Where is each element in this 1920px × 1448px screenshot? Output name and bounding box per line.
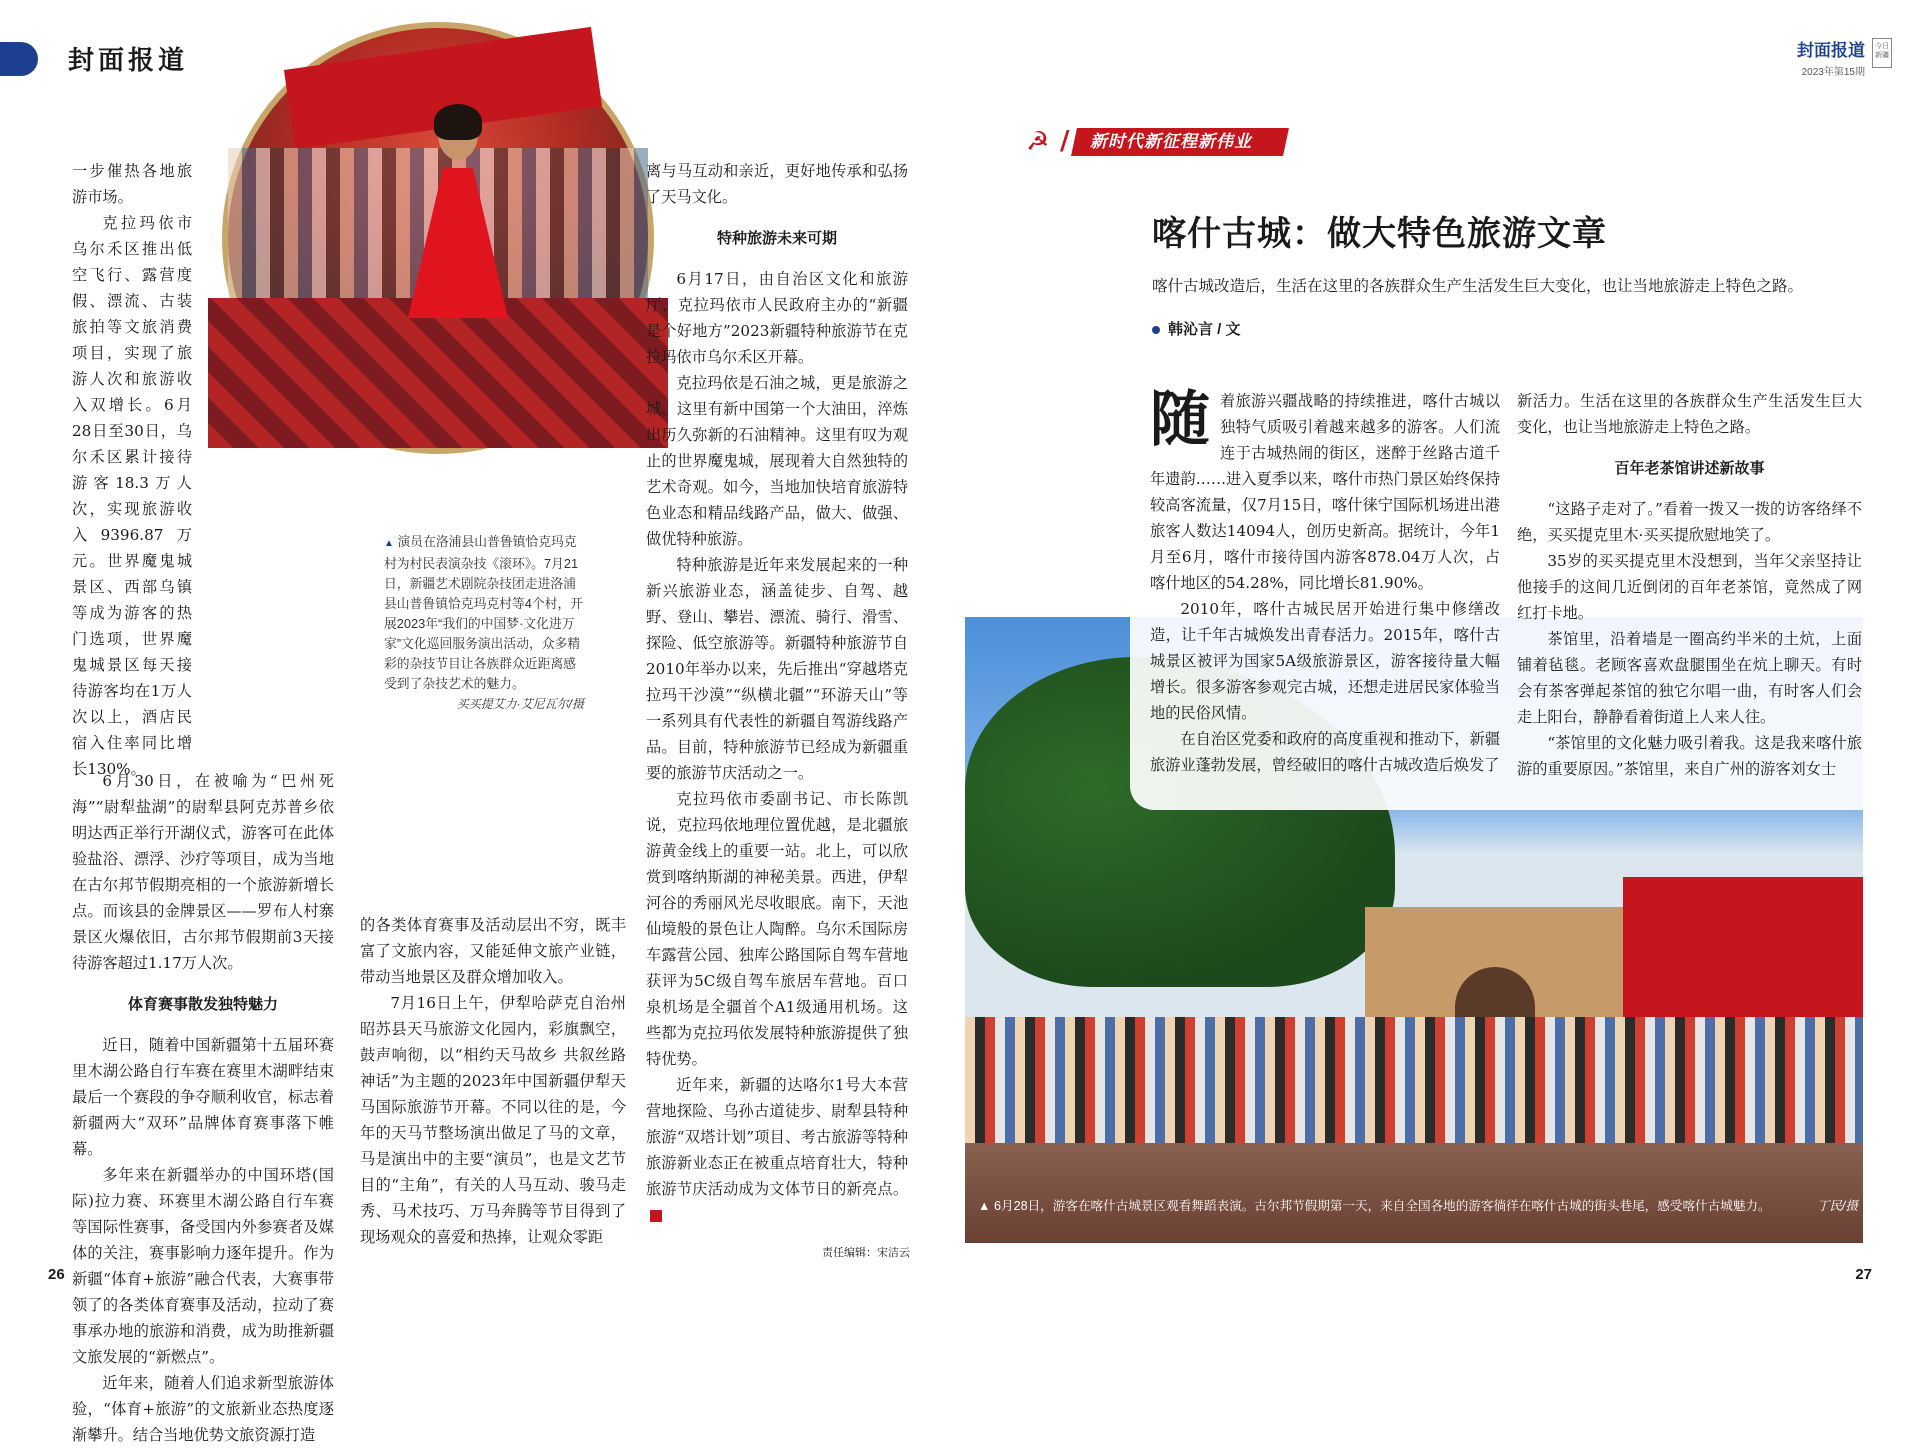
paragraph: 克拉玛依市委副书记、市长陈凯说，克拉玛依地理位置优越，是北疆旅游黄金线上的重要一站。北上，可以欣赏到喀纳斯湖的神秘美景。西进，伊犁河谷的秀丽风光尽收眼底。南下，天池仙境般的景色让人陶醉。乌尔禾国际房车露营公园、独库公路国际自驾车营地获评为5C级自驾车旅居车营地。百口泉机场是全疆首个A1级通用机场。这些都为克拉玛依发展特种旅游提供了独特优势。 — [646, 790, 908, 1068]
party-emblem-icon: ☭ — [1026, 127, 1050, 157]
section-title: 封面报道 — [68, 46, 189, 76]
paragraph: 35岁的买买提克里木没想到，当年父亲坚持让他接手的这间几近倒闭的百年老茶馆，竟然成了网红打卡地。 — [1517, 552, 1862, 622]
page-number-right: 27 — [1855, 1266, 1872, 1283]
paragraph: 离与马互动和亲近，更好地传承和弘扬了天马文化。 — [646, 162, 908, 206]
left-column-2 — [360, 912, 626, 1250]
magazine-logo-box: 今日新疆 — [1872, 38, 1892, 68]
paragraph: 2010年，喀什古城民居开始进行集中修缮改造，让千年古城焕发出青春活力。2015年，喀什古城景区被评为国家5A级旅游景区，游客接待量大幅增长。很多游客参观完古城，还想走进居民家体验当地的民俗风情。 — [1150, 600, 1500, 722]
end-mark-icon — [650, 1210, 662, 1222]
photo-caption: ▲ 6月28日，游客在喀什古城景区观看舞蹈表演。古尔邦节假期第一天，来自全国各地的游客徜徉在喀什古城的街头巷尾，感受喀什古城魅力。 丁民/摄 — [978, 1197, 1858, 1216]
photo-credit: 买买提艾力·艾尼瓦尔/摄 — [456, 697, 584, 711]
caption-marker-icon: ▲ — [384, 538, 394, 549]
paragraph: 特种旅游是近年来发展起来的一种新兴旅游业态，涵盖徒步、自驾、越野、登山、攀岩、漂流、骑行、滑雪、探险、低空旅游等。新疆特种旅游节自2010年举办以来，先后推出“穿越塔克拉玛干沙漠”“纵横北疆”“环游天山”等一系列具有代表性的新疆自驾游线路产品。目前，特种旅游节已经成为新疆重要的旅游节庆活动之一。 — [646, 556, 908, 782]
subheading: 体育赛事散发独特魅力 — [127, 996, 278, 1013]
right-column-1 — [1150, 385, 1500, 778]
subheading: 百年老茶馆讲述新故事 — [1614, 460, 1765, 477]
byline: 韩沁言 / 文 — [1152, 318, 1241, 339]
paragraph: 的各类体育赛事及活动层出不穷，既丰富了文旅内容，又能延伸文旅产业链，带动当地景区及群众增加收入。 — [360, 916, 626, 986]
section-tab — [0, 42, 38, 76]
page-number-left: 26 — [48, 1266, 65, 1283]
paragraph: 多年来在新疆举办的中国环塔(国际)拉力赛、环赛里木湖公路自行车赛等国际性赛事，备受国内外参赛者及媒体的关注，赛事影响力逐年提升。作为新疆“体育+旅游”融合代表，大赛事带领了的各类体育赛事及活动，拉动了赛事承办地的旅游和消费，成为助推新疆文旅发展的“新燃点”。 — [72, 1166, 334, 1366]
dropcap: 随 — [1150, 385, 1210, 455]
caption-marker-icon: ▲ — [978, 1199, 991, 1213]
paragraph: 7月16日上午，伊犁哈萨克自治州昭苏县天马旅游文化园内，彩旗飘空，鼓声响彻，以“相约天马故乡 共叙丝路神话”为主题的2023年中国新疆伊犁天马国际旅游节开幕。不同以往的是，今年的天马节整场演出做足了马的文章，马是演出中的主要“演员”，也是文艺节目的“主角”，有关的人马互动、骏马走秀、马术技巧、万马奔腾等节目得到了现场观众的喜爱和热捧，让观众零距 — [360, 994, 626, 1246]
paragraph: 近年来，新疆的达咯尔1号大本营营地探险、乌孙古道徒步、尉犁县特种旅游“双塔计划”项目、考古旅游等特种旅游新业态正在被重点培育壮大，特种旅游节庆活动成为文体节日的新亮点。 — [646, 1072, 908, 1228]
paragraph: 茶馆里，沿着墙是一圈高约半米的土炕，上面铺着毡毯。老顾客喜欢盘腿围坐在炕上聊天。有时会有茶客弹起茶馆的独它尔唱一曲，有时客人们会走上阳台，静静看着街道上人来人往。 — [1517, 630, 1862, 726]
byline-dot-icon — [1152, 326, 1160, 334]
paragraph: 克拉玛依市乌尔禾区推出低空飞行、露营度假、漂流、古装旅拍等文旅消费项目，实现了旅游人次和旅游收入双增长。6月28日至30日，乌尔禾区累计接待游客18.3万人次，实现旅游收入9396.87万元。世界魔鬼城景区、西部乌镇等成为游客的热门选项，世界魔鬼城景区每天接待游客均在1万人次以上，酒店民宿入住率同比增长130%。 — [72, 214, 192, 778]
magazine-brand: 封面报道 2023年第15期 — [1797, 41, 1865, 78]
photo-credit: 丁民/摄 — [1816, 1199, 1858, 1213]
photo-dancer — [398, 108, 518, 378]
photo-caption: ▲ 演员在洛浦县山普鲁镇恰克玛克村为村民表演杂技《滚环》。7月21日，新疆艺术剧院杂技团走进洛浦县山普鲁镇恰克玛克村等4个村，开展2023年“我们的中国梦·文化进万家”文化巡回服务演出活动，众多精彩的杂技节目让各族群众近距离感受到了杂技艺术的魅力。 买买提艾力·艾尼瓦尔/摄 — [384, 532, 584, 714]
left-column-1-lower — [72, 768, 334, 1448]
paragraph: 随着旅游兴疆战略的持续推进，喀什古城以独特气质吸引着越来越多的游客。人们流连于古城热闹的街区，迷醉于丝路古道千年遗韵……进入夏季以来，喀什市热门景区始终保持较高客流量，仅7月15日，喀什徕宁国际机场进出港旅客人数达14094人，创历史新高。据统计，今年1月至6月，喀什市接待国内游客878.04万人次，占喀什地区的54.28%，同比增长81.90%。 — [1150, 385, 1500, 592]
left-column-3 — [646, 158, 908, 1228]
paragraph: 近年来，随着人们追求新型旅游体验，“体育+旅游”的文旅新业态热度逐渐攀升。结合当地优势文旅资源打造 — [72, 1374, 334, 1444]
headline: 喀什古城：做大特色旅游文章 — [1152, 215, 1607, 253]
paragraph: 在自治区党委和政府的高度重视和推动下，新疆旅游业蓬勃发展，曾经破旧的喀什古城改造后焕发了 — [1150, 730, 1500, 774]
issue-number: 2023年第15期 — [1801, 67, 1865, 78]
paragraph: “这路子走对了。”看着一拨又一拨的访客络绎不绝，买买提克里木·买买提欣慰地笑了。 — [1517, 500, 1862, 544]
paragraph: 6月30日，在被喻为“巴州死海”“尉犁盐湖”的尉犁县阿克苏普乡依明达西正举行开湖仪式，游客可在此体验盐浴、漂浮、沙疗等项目，成为当地在古尔邦节假期亮相的一个旅游新增长点。而该县的金牌景区——罗布人村寨景区火爆依旧，古尔邦节假期前3天接待游客超过1.17万人次。 — [72, 772, 334, 972]
rubric-slash: / — [1060, 126, 1070, 156]
paragraph: 6月17日，由自治区文化和旅游厅、克拉玛依市人民政府主办的“新疆是个好地方”2023新疆特种旅游节在克拉玛依市乌尔禾区开幕。 — [646, 270, 908, 366]
subheading: 特种旅游未来可期 — [716, 230, 837, 247]
paragraph: 克拉玛依是石油之城，更是旅游之城。这里有新中国第一个大油田，淬炼出历久弥新的石油精神。这里有叹为观止的世界魔鬼城，展现着大自然独特的艺术奇观。如今，当地加快培育旅游特色业态和精品线路产品，做大、做强、做优特种旅游。 — [646, 374, 908, 548]
photo-road — [965, 1143, 1863, 1243]
right-column-2 — [1517, 388, 1862, 782]
standfirst: 喀什古城改造后，生活在这里的各族群众生产生活发生巨大变化，也让当地旅游走上特色之路。 — [1152, 278, 1804, 295]
paragraph: 一步催热各地旅游市场。 — [72, 162, 192, 206]
editor-credit: 责任编辑：宋洁云 — [822, 1247, 910, 1259]
paragraph: “茶馆里的文化魅力吸引着我。这是我来喀什旅游的重要原因。”茶馆里，来自广州的游客刘女士 — [1517, 734, 1862, 778]
paragraph: 新活力。生活在这里的各族群众生产生活发生巨大变化，也让当地旅游走上特色之路。 — [1517, 392, 1862, 436]
left-column-1 — [72, 158, 334, 782]
paragraph: 近日，随着中国新疆第十五届环赛里木湖公路自行车赛在赛里木湖畔结束最后一个赛段的争夺顺利收官，标志着新疆两大“双环”品牌体育赛事落下帷幕。 — [72, 1036, 334, 1158]
rubric-text: 新时代新征程新伟业 — [1090, 132, 1252, 151]
